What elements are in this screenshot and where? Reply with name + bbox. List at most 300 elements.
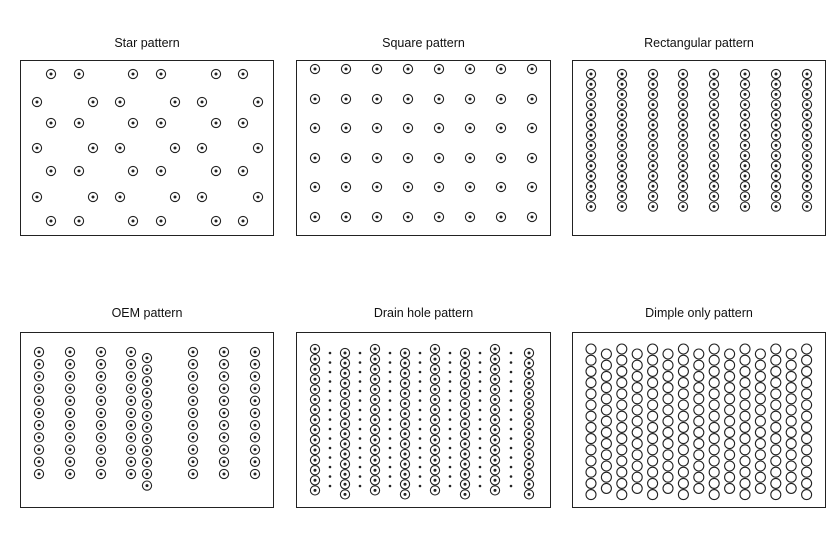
dimple-hole-mark bbox=[490, 395, 499, 404]
hole-center bbox=[407, 98, 410, 101]
hole-center bbox=[775, 134, 778, 137]
dimple-hole-mark bbox=[142, 423, 151, 432]
dimple-hole-mark bbox=[496, 212, 505, 221]
drain-hole bbox=[359, 418, 362, 421]
dimple bbox=[632, 461, 642, 471]
dimple bbox=[601, 461, 611, 471]
dimple-hole-mark bbox=[400, 359, 409, 368]
dimple-hole-mark bbox=[465, 94, 474, 103]
hole-center bbox=[775, 144, 778, 147]
dimple-hole-mark bbox=[188, 469, 197, 478]
dimple-hole-mark bbox=[34, 372, 43, 381]
hole-center bbox=[160, 170, 163, 173]
hole-center bbox=[130, 460, 133, 463]
dimple bbox=[632, 427, 642, 437]
hole-center bbox=[69, 436, 72, 439]
dimple-hole-mark bbox=[341, 153, 350, 162]
hole-center bbox=[590, 113, 593, 116]
dimple-hole-mark bbox=[400, 470, 409, 479]
dimple bbox=[601, 439, 611, 449]
dimple bbox=[771, 422, 781, 432]
hole-center bbox=[590, 205, 593, 208]
hole-center bbox=[215, 220, 218, 223]
hole-center bbox=[254, 436, 257, 439]
hole-center bbox=[494, 459, 497, 462]
dimple-hole-mark bbox=[771, 80, 780, 89]
dimple bbox=[586, 411, 596, 421]
dimple bbox=[786, 383, 796, 393]
hole-center bbox=[407, 157, 410, 160]
dimple bbox=[648, 456, 658, 466]
hole-center bbox=[434, 469, 437, 472]
dimple-hole-mark bbox=[802, 202, 811, 211]
panel-title: Star pattern bbox=[114, 36, 180, 50]
hole-center bbox=[374, 388, 377, 391]
dimple-hole-mark bbox=[340, 470, 349, 479]
dimple-hole-mark bbox=[142, 411, 151, 420]
hole-center bbox=[100, 460, 103, 463]
dimple-hole-mark bbox=[74, 69, 83, 78]
dimple bbox=[709, 478, 719, 488]
drain-hole bbox=[329, 456, 332, 459]
hole-center bbox=[434, 479, 437, 482]
hole-center bbox=[404, 463, 407, 466]
dimple-hole-mark bbox=[617, 80, 626, 89]
dimple-hole-mark bbox=[678, 90, 687, 99]
hole-center bbox=[590, 124, 593, 127]
dimple-hole-mark bbox=[310, 415, 319, 424]
hole-center bbox=[806, 144, 809, 147]
hole-center bbox=[775, 113, 778, 116]
hole-center bbox=[713, 73, 716, 76]
dimple bbox=[617, 467, 627, 477]
hole-center bbox=[438, 216, 441, 219]
hole-center bbox=[528, 453, 531, 456]
dimple bbox=[709, 389, 719, 399]
dimple bbox=[755, 461, 765, 471]
hole-center bbox=[314, 418, 317, 421]
dimple-hole-mark bbox=[586, 182, 595, 191]
hole-center bbox=[528, 463, 531, 466]
dimple-hole-mark bbox=[65, 384, 74, 393]
dimple-hole-mark bbox=[188, 433, 197, 442]
dimple-hole-mark bbox=[126, 408, 135, 417]
hole-center bbox=[404, 402, 407, 405]
dimple-hole-mark bbox=[400, 369, 409, 378]
hole-center bbox=[257, 101, 260, 104]
dimple-hole-mark bbox=[250, 372, 259, 381]
dimple-hole-mark bbox=[310, 425, 319, 434]
hole-center bbox=[806, 124, 809, 127]
dimple bbox=[755, 416, 765, 426]
dimple-hole-mark bbox=[188, 360, 197, 369]
hole-center bbox=[36, 147, 39, 150]
dimple bbox=[678, 366, 688, 376]
dimple-hole-mark bbox=[65, 347, 74, 356]
dimple-hole-mark bbox=[430, 486, 439, 495]
dimple-hole-mark bbox=[170, 192, 179, 201]
dimple-hole-mark bbox=[465, 212, 474, 221]
dimple-hole-mark bbox=[586, 141, 595, 150]
hole-center bbox=[374, 449, 377, 452]
drain-hole bbox=[389, 456, 392, 459]
dimple-hole-mark bbox=[88, 192, 97, 201]
hole-center bbox=[92, 196, 95, 199]
dimple-hole-mark bbox=[238, 118, 247, 127]
drain-hole bbox=[329, 371, 332, 374]
drain-hole bbox=[419, 437, 422, 440]
dimple-hole-mark bbox=[310, 94, 319, 103]
drain-hole bbox=[449, 456, 452, 459]
dimple bbox=[771, 411, 781, 421]
dimple-hole-mark bbox=[370, 395, 379, 404]
drain-hole bbox=[359, 361, 362, 364]
drain-hole bbox=[419, 418, 422, 421]
hole-center bbox=[713, 134, 716, 137]
hole-center bbox=[314, 127, 317, 130]
hole-center bbox=[621, 103, 624, 106]
dimple-hole-mark bbox=[400, 399, 409, 408]
dimple-hole-mark bbox=[434, 123, 443, 132]
dimple bbox=[663, 349, 673, 359]
hole-center bbox=[590, 134, 593, 137]
dimple bbox=[663, 383, 673, 393]
dimple-hole-mark bbox=[238, 166, 247, 175]
dimple-hole-mark bbox=[527, 94, 536, 103]
dimple-hole-mark bbox=[524, 429, 533, 438]
hole-center bbox=[464, 352, 467, 355]
dimple bbox=[771, 344, 781, 354]
dimple-hole-mark bbox=[740, 131, 749, 140]
pattern-box bbox=[296, 60, 551, 236]
dimple bbox=[725, 427, 735, 437]
hole-center bbox=[621, 73, 624, 76]
hole-center bbox=[404, 453, 407, 456]
dimple-hole-mark bbox=[496, 94, 505, 103]
dimple-hole-mark bbox=[372, 64, 381, 73]
hole-center bbox=[344, 392, 347, 395]
dimple-hole-mark bbox=[648, 192, 657, 201]
dimple bbox=[632, 450, 642, 460]
hole-center bbox=[146, 438, 149, 441]
drain-hole bbox=[419, 380, 422, 383]
dimple bbox=[648, 366, 658, 376]
dimple-hole-mark bbox=[310, 375, 319, 384]
hole-center bbox=[69, 351, 72, 354]
dimple-hole-mark bbox=[126, 372, 135, 381]
dimple-hole-mark bbox=[34, 408, 43, 417]
hole-center bbox=[464, 382, 467, 385]
drain-hole bbox=[510, 447, 513, 450]
hole-center bbox=[528, 422, 531, 425]
hole-center bbox=[713, 175, 716, 178]
dimple-hole-mark bbox=[617, 171, 626, 180]
drain-hole bbox=[449, 352, 452, 355]
dimple-hole-mark bbox=[617, 69, 626, 78]
hole-center bbox=[50, 122, 53, 125]
hole-center bbox=[775, 185, 778, 188]
hole-center bbox=[201, 147, 204, 150]
hole-center bbox=[100, 387, 103, 390]
hole-center bbox=[50, 73, 53, 76]
hole-center bbox=[590, 83, 593, 86]
hole-center bbox=[806, 93, 809, 96]
hole-center bbox=[434, 398, 437, 401]
hole-center bbox=[242, 73, 245, 76]
hole-center bbox=[469, 157, 472, 160]
hole-center bbox=[713, 93, 716, 96]
dimple-hole-mark bbox=[460, 409, 469, 418]
dimple-hole-mark bbox=[678, 131, 687, 140]
dimple bbox=[771, 445, 781, 455]
hole-center bbox=[78, 122, 81, 125]
dimple-hole-mark bbox=[524, 379, 533, 388]
dimple-hole-mark bbox=[524, 490, 533, 499]
dimple-hole-mark bbox=[74, 166, 83, 175]
dimple-hole-mark bbox=[403, 182, 412, 191]
dimple-hole-mark bbox=[460, 439, 469, 448]
dimple bbox=[678, 389, 688, 399]
dimple-hole-mark bbox=[250, 347, 259, 356]
dimple-hole-mark bbox=[709, 100, 718, 109]
hole-center bbox=[713, 195, 716, 198]
drain-hole bbox=[359, 428, 362, 431]
dimple-hole-mark bbox=[648, 110, 657, 119]
dimple bbox=[648, 378, 658, 388]
dimple-hole-mark bbox=[370, 476, 379, 485]
hole-center bbox=[374, 428, 377, 431]
hole-center bbox=[160, 220, 163, 223]
hole-center bbox=[100, 473, 103, 476]
dimple bbox=[740, 434, 750, 444]
dimple-hole-mark bbox=[400, 460, 409, 469]
hole-center bbox=[119, 147, 122, 150]
hole-center bbox=[223, 473, 226, 476]
dimple-hole-mark bbox=[310, 365, 319, 374]
hole-center bbox=[344, 362, 347, 365]
hole-center bbox=[528, 442, 531, 445]
dimple-hole-mark bbox=[219, 408, 228, 417]
drain-hole bbox=[479, 380, 482, 383]
hole-center bbox=[744, 185, 747, 188]
hole-center bbox=[314, 388, 317, 391]
hole-center bbox=[223, 460, 226, 463]
drain-hole bbox=[389, 352, 392, 355]
dimple-hole-mark bbox=[170, 97, 179, 106]
dimple-hole-mark bbox=[96, 372, 105, 381]
dimple-hole-mark bbox=[142, 353, 151, 362]
hole-center bbox=[434, 459, 437, 462]
hole-center bbox=[806, 154, 809, 157]
hole-center bbox=[744, 103, 747, 106]
drain-hole bbox=[510, 352, 513, 355]
dimple-hole-mark bbox=[156, 166, 165, 175]
dimple-hole-mark bbox=[771, 182, 780, 191]
hole-center bbox=[682, 195, 685, 198]
oem-pattern-diagram bbox=[21, 333, 274, 508]
dimple bbox=[786, 405, 796, 415]
dimple-hole-mark bbox=[430, 405, 439, 414]
drain-hole bbox=[510, 475, 513, 478]
hole-center bbox=[192, 375, 195, 378]
hole-center bbox=[146, 449, 149, 452]
dimple bbox=[632, 472, 642, 482]
dimple-hole-mark bbox=[142, 481, 151, 490]
dimple bbox=[678, 422, 688, 432]
hole-center bbox=[314, 489, 317, 492]
hole-center bbox=[713, 154, 716, 157]
dimple-hole-mark bbox=[802, 120, 811, 129]
hole-center bbox=[223, 351, 226, 354]
hole-center bbox=[438, 157, 441, 160]
dimple-hole-mark bbox=[142, 365, 151, 374]
dimple bbox=[709, 378, 719, 388]
dimple-hole-mark bbox=[740, 80, 749, 89]
dimple bbox=[678, 434, 688, 444]
dimple-hole-mark bbox=[617, 192, 626, 201]
drain-hole bbox=[510, 390, 513, 393]
dimple-hole-mark bbox=[802, 131, 811, 140]
panel-title: Rectangular pattern bbox=[644, 36, 754, 50]
dimple-hole-mark bbox=[65, 445, 74, 454]
dimple bbox=[771, 478, 781, 488]
dimple-hole-mark bbox=[771, 192, 780, 201]
drain-hole bbox=[419, 485, 422, 488]
drain-hole bbox=[389, 485, 392, 488]
dimple-hole-mark bbox=[197, 192, 206, 201]
dimple-hole-mark bbox=[250, 360, 259, 369]
hole-center bbox=[376, 186, 379, 189]
dimple-hole-mark bbox=[238, 69, 247, 78]
drain-hole bbox=[449, 399, 452, 402]
drain-hole bbox=[389, 361, 392, 364]
dimple-hole-mark bbox=[372, 153, 381, 162]
dimple bbox=[617, 478, 627, 488]
dimple-hole-mark bbox=[617, 120, 626, 129]
hole-center bbox=[146, 461, 149, 464]
dimple-hole-mark bbox=[370, 375, 379, 384]
hole-center bbox=[374, 479, 377, 482]
drain-hole bbox=[510, 428, 513, 431]
dimple-hole-mark bbox=[465, 182, 474, 191]
dimple-hole-mark bbox=[310, 123, 319, 132]
drain-hole bbox=[449, 485, 452, 488]
dimple-hole-mark bbox=[434, 182, 443, 191]
dimple bbox=[740, 456, 750, 466]
hole-center bbox=[621, 134, 624, 137]
hole-center bbox=[374, 438, 377, 441]
hole-center bbox=[464, 362, 467, 365]
dimple-hole-mark bbox=[586, 110, 595, 119]
dimple-hole-mark bbox=[370, 355, 379, 364]
hole-center bbox=[38, 436, 41, 439]
hole-center bbox=[69, 399, 72, 402]
hole-center bbox=[434, 378, 437, 381]
dimple-hole-mark bbox=[126, 347, 135, 356]
drain-hole bbox=[479, 475, 482, 478]
hole-center bbox=[713, 164, 716, 167]
hole-center bbox=[464, 372, 467, 375]
dimple-hole-mark bbox=[211, 118, 220, 127]
dimple bbox=[755, 405, 765, 415]
dimple-hole-mark bbox=[88, 143, 97, 152]
dimple-hole-mark bbox=[802, 110, 811, 119]
dimple-hole-mark bbox=[524, 409, 533, 418]
hole-center bbox=[469, 216, 472, 219]
hole-center bbox=[119, 101, 122, 104]
dimple bbox=[802, 355, 812, 365]
dimple bbox=[771, 456, 781, 466]
hole-center bbox=[652, 103, 655, 106]
dimple-hole-mark bbox=[211, 166, 220, 175]
hole-center bbox=[744, 134, 747, 137]
dimple-hole-mark bbox=[156, 118, 165, 127]
dimple bbox=[725, 371, 735, 381]
dimple-hole-mark bbox=[802, 69, 811, 78]
hole-center bbox=[806, 103, 809, 106]
dimple-hole-mark bbox=[460, 389, 469, 398]
hole-center bbox=[223, 363, 226, 366]
hole-center bbox=[38, 424, 41, 427]
hole-center bbox=[69, 460, 72, 463]
dimple-hole-mark bbox=[527, 64, 536, 73]
dimple bbox=[586, 434, 596, 444]
hole-center bbox=[434, 358, 437, 361]
hole-center bbox=[682, 83, 685, 86]
drain-hole bbox=[359, 447, 362, 450]
hole-center bbox=[257, 147, 260, 150]
dimple-hole-mark bbox=[219, 347, 228, 356]
hole-center bbox=[713, 83, 716, 86]
dimple-hole-mark bbox=[430, 456, 439, 465]
drain-hole bbox=[449, 380, 452, 383]
hole-center bbox=[528, 402, 531, 405]
dimple-hole-mark bbox=[32, 97, 41, 106]
drain-hole bbox=[510, 409, 513, 412]
hole-center bbox=[192, 363, 195, 366]
dimple-hole-mark bbox=[400, 429, 409, 438]
dimple-hole-mark bbox=[648, 69, 657, 78]
dimple bbox=[601, 450, 611, 460]
dimple-hole-mark bbox=[460, 399, 469, 408]
hole-center bbox=[344, 473, 347, 476]
drain-hole bbox=[419, 447, 422, 450]
dimple-hole-mark bbox=[34, 445, 43, 454]
dimple-hole-mark bbox=[648, 171, 657, 180]
dimple-hole-mark bbox=[370, 425, 379, 434]
hole-center bbox=[254, 363, 257, 366]
hole-center bbox=[621, 113, 624, 116]
dimple-hole-mark bbox=[678, 182, 687, 191]
dimple bbox=[755, 349, 765, 359]
dimple bbox=[755, 394, 765, 404]
dimple-hole-mark bbox=[74, 216, 83, 225]
dimple-hole-mark bbox=[430, 344, 439, 353]
hole-center bbox=[404, 382, 407, 385]
dimple-hole-mark bbox=[430, 415, 439, 424]
hole-center bbox=[130, 363, 133, 366]
dimple-hole-mark bbox=[740, 171, 749, 180]
dimple bbox=[648, 389, 658, 399]
dimple bbox=[663, 483, 673, 493]
dimple-hole-mark bbox=[340, 348, 349, 357]
dimple-hole-mark bbox=[188, 457, 197, 466]
dimple-hole-mark bbox=[678, 110, 687, 119]
dimple bbox=[694, 472, 704, 482]
hole-center bbox=[223, 399, 226, 402]
hole-center bbox=[174, 196, 177, 199]
dimple-hole-mark bbox=[372, 182, 381, 191]
